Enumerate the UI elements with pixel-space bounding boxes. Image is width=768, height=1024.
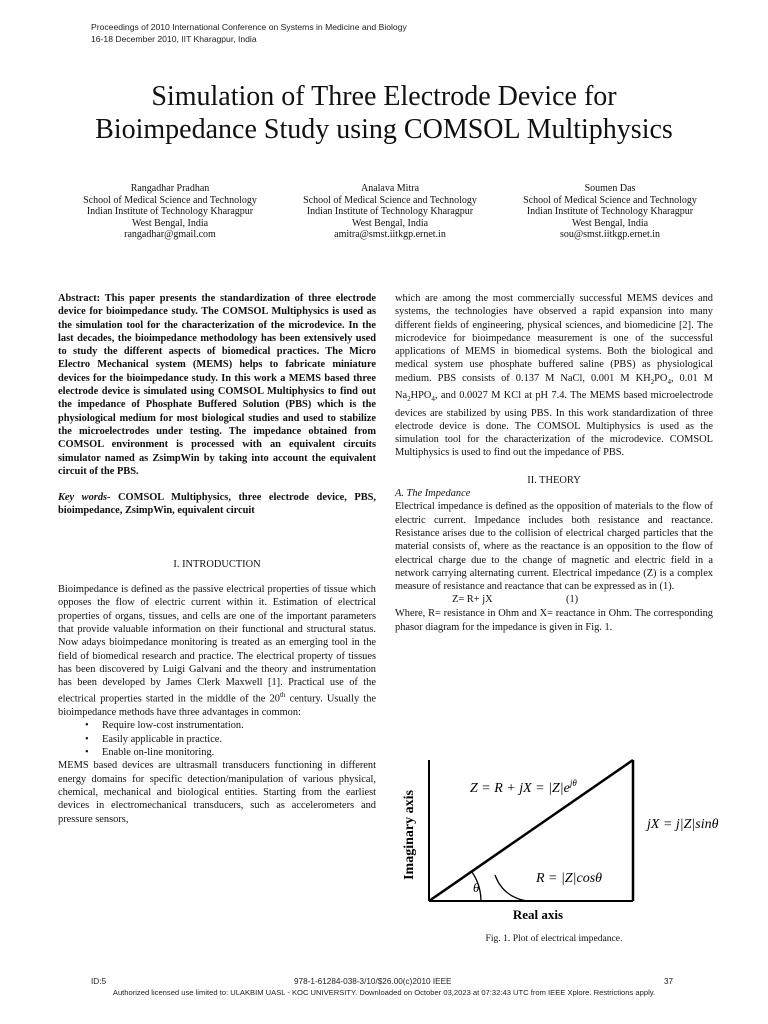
subscript: 2 <box>407 395 411 404</box>
right-column <box>395 292 713 634</box>
z-equation-label <box>470 778 577 796</box>
conference-header-line1: Proceedings of 2010 International Conference on Systems in Medicine and Biology <box>91 22 407 32</box>
keywords-label: Key words- <box>58 492 111 504</box>
subscript: 4 <box>667 377 671 386</box>
keywords-text: COMSOL Multiphysics, three electrode device, PBS, bioimpedance, ZsimpWin, equivalent circuit <box>58 492 377 517</box>
intro-paragraph-1 <box>58 583 376 719</box>
author-name: Rangadhar Pradhan <box>130 183 210 194</box>
author-email: rangadhar@gmail.com <box>124 229 216 241</box>
author-1 <box>60 183 280 241</box>
footer-page-number: 37 <box>664 977 674 986</box>
equation-number: (1) <box>566 594 579 606</box>
conference-header-line2: 16-18 December 2010, IIT Kharagpur, India <box>91 34 257 44</box>
pbs-text-e: , and 0.0027 M KCl at pH 7.4. The MEMS based microelectrode devices are stabilized by using PBS. In this work standardization of three electrode device is done. The COMSOL Multiphysics is used as the simulation tool for the characterization of the microdevice. COMSOL Multiphysics is used to find out the impedance of PBS. <box>395 390 713 459</box>
author-dept: School of Medical Science and Technology <box>83 194 257 206</box>
authors-block <box>60 183 720 241</box>
theory-paragraph-2: Where, R= resistance in Ohm and X= reactance in Ohm. The corresponding phasor diagram for the impedance is given in Fig. 1. <box>395 608 713 633</box>
subsection-heading-impedance: A. The Impedance <box>395 488 471 500</box>
author-2 <box>280 183 500 241</box>
resistance-brace <box>495 875 527 901</box>
intro-para1-text: Bioimpedance is defined as the passive electrical properties of tissue which opposes the flow of electric current within it. Estimation of electrical properties of organs, tissues, and cells are one of the important parameters that provide valuable information on their functional and structural status. Now adays bioimpedance monitoring is treated as an emerging tool in the field of biomedical research and practice. The electrical property of tissues has been discovered by Luigi Galvani and the theory and instrumentation has been developed by James Clerk Maxwell [1]. Practical use of the electrical properties started in the middle of the 20 <box>58 584 376 705</box>
pbs-text-b: PO <box>654 372 668 384</box>
abstract: Abstract: This paper presents the standardization of three electrode device for bioimpedance study. The COMSOL Multiphysics is used as the simulation tool for the characterization of the microdevice. In the last decades, the bioimpedance methodology has been extensively used to study the different aspects of biomedical practices. The Micro Electro Mechanical system (MEMS) helps to fabricate miniature devices for the bioimpedance study. In this work a MEMS based three electrode device is simulated using COMSOL Multiphysics to find out the impedance of Phosphate Buffered Solution (PBS) which is the physiological medium for most biological studies and used to stabilize the microelectrodes under testing. The impedance obtained from COMSOL environment is processed with an equivalent circuits simulator named as ZsimpWin by taking into account the equivalent circuit of the PBS. <box>58 293 376 477</box>
license-notice: Authorized licensed use limited to: ULAKBIM UASL - KOC UNIVERSITY. Downloaded on October 03,2023 at 07:32:43 UTC from IEEE Xplore. Restrictions apply. <box>112 988 656 997</box>
author-inst: Indian Institute of Technology Kharagpur <box>306 206 474 218</box>
subscript: 4 <box>431 395 435 404</box>
advantages-list <box>58 719 376 759</box>
section-heading-theory: II. THEORY <box>527 474 581 486</box>
equation-1 <box>395 593 713 607</box>
theory-paragraph-1: Electrical impedance is defined as the opposition of materials to the flow of electric current. Impedance includes both resistance and reactance. Resistance arises due to the collision of electrical charged particles that the material consists of, where as the reactance is an opposition to the flow of electrical charge due to the change of magnetic and electric field in a network carrying alternating current. Electrical impedance (Z) is a complex measure of resistance and reactance that can be expressed as in (1). <box>395 501 713 593</box>
equation-text: Z= R+ jX <box>452 594 493 606</box>
theta-label: θ <box>473 880 480 895</box>
author-dept: School of Medical Science and Technology <box>303 194 477 206</box>
right-paragraph-1 <box>395 292 713 460</box>
author-email: sou@smst.iitkgp.ernet.in <box>559 229 661 241</box>
r-equation-label: R = |Z|cosθ <box>536 871 603 886</box>
list-item: • Enable on-line monitoring. <box>102 746 376 759</box>
title-line2: Bioimpedance Study using COMSOL Multiphysics <box>95 114 673 145</box>
z-equation-sup: jθ <box>569 778 577 788</box>
subscript: 2 <box>650 377 655 386</box>
author-loc: West Bengal, India <box>351 217 429 229</box>
figure-caption: Fig. 1. Plot of electrical impedance. <box>485 933 623 944</box>
z-equation-text: Z = R + jX = |Z|e <box>470 781 570 796</box>
keywords <box>58 491 376 518</box>
section-heading-introduction: I. INTRODUCTION <box>173 558 261 570</box>
author-loc: West Bengal, India <box>131 217 209 229</box>
left-column <box>58 292 376 826</box>
pbs-text-d: HPO <box>410 390 432 402</box>
jx-equation-label: jX = j|Z|sinθ <box>647 817 719 832</box>
author-name: Soumen Das <box>584 183 636 194</box>
footer-id: ID:5 <box>91 977 107 986</box>
intro-para1-end: century. Usually the bioimpedance methods have three advantages in common: <box>58 693 376 719</box>
paper-title <box>0 80 768 146</box>
author-dept: School of Medical Science and Technology <box>523 194 697 206</box>
author-inst: Indian Institute of Technology Kharagpur <box>86 206 254 218</box>
pbs-text-a: which are among the most commercially successful MEMS devices and systems, the technologies have observed a rapid expansion into many different fields of engineering, physical sciences, and biomedicine [2]. The microdevice for bioimpedance measurement is one of the successful applications of MEMS in biomedical systems. Both the biological and medical system use phosphate buffered saline (PBS) as physiological medium. PBS consists of 0.137 M NaCl, 0.001 M KH <box>395 293 713 384</box>
pbs-text-c: , 0.01 M Na <box>395 372 713 402</box>
author-3 <box>500 183 720 241</box>
intro-para1-sup: th <box>279 691 286 700</box>
author-name: Analava Mitra <box>360 183 420 194</box>
author-loc: West Bengal, India <box>571 217 649 229</box>
intro-paragraph-2: MEMS based devices are ultrasmall transducers functioning in different energy domains for specific detection/manipulation of various physical, chemical, mechanical and biological entities. Starting from the earliest devices in electromechanical transducers, such as accelerometers and pressure sensors, <box>58 760 376 825</box>
footer-isbn: 978-1-61284-038-3/10/$26.00(c)2010 IEEE <box>294 977 452 986</box>
author-email: amitra@smst.iitkgp.ernet.in <box>334 229 446 241</box>
list-item: • Easily applicable in practice. <box>102 733 376 746</box>
impedance-phasor-figure <box>395 755 768 925</box>
author-inst: Indian Institute of Technology Kharagpur <box>526 206 694 218</box>
list-item: • Require low-cost instrumentation. <box>102 719 376 732</box>
x-axis-label: Real axis <box>512 907 564 922</box>
title-line1: Simulation of Three Electrode Device for <box>151 81 617 112</box>
y-axis-label: Imaginary axis <box>402 790 417 880</box>
